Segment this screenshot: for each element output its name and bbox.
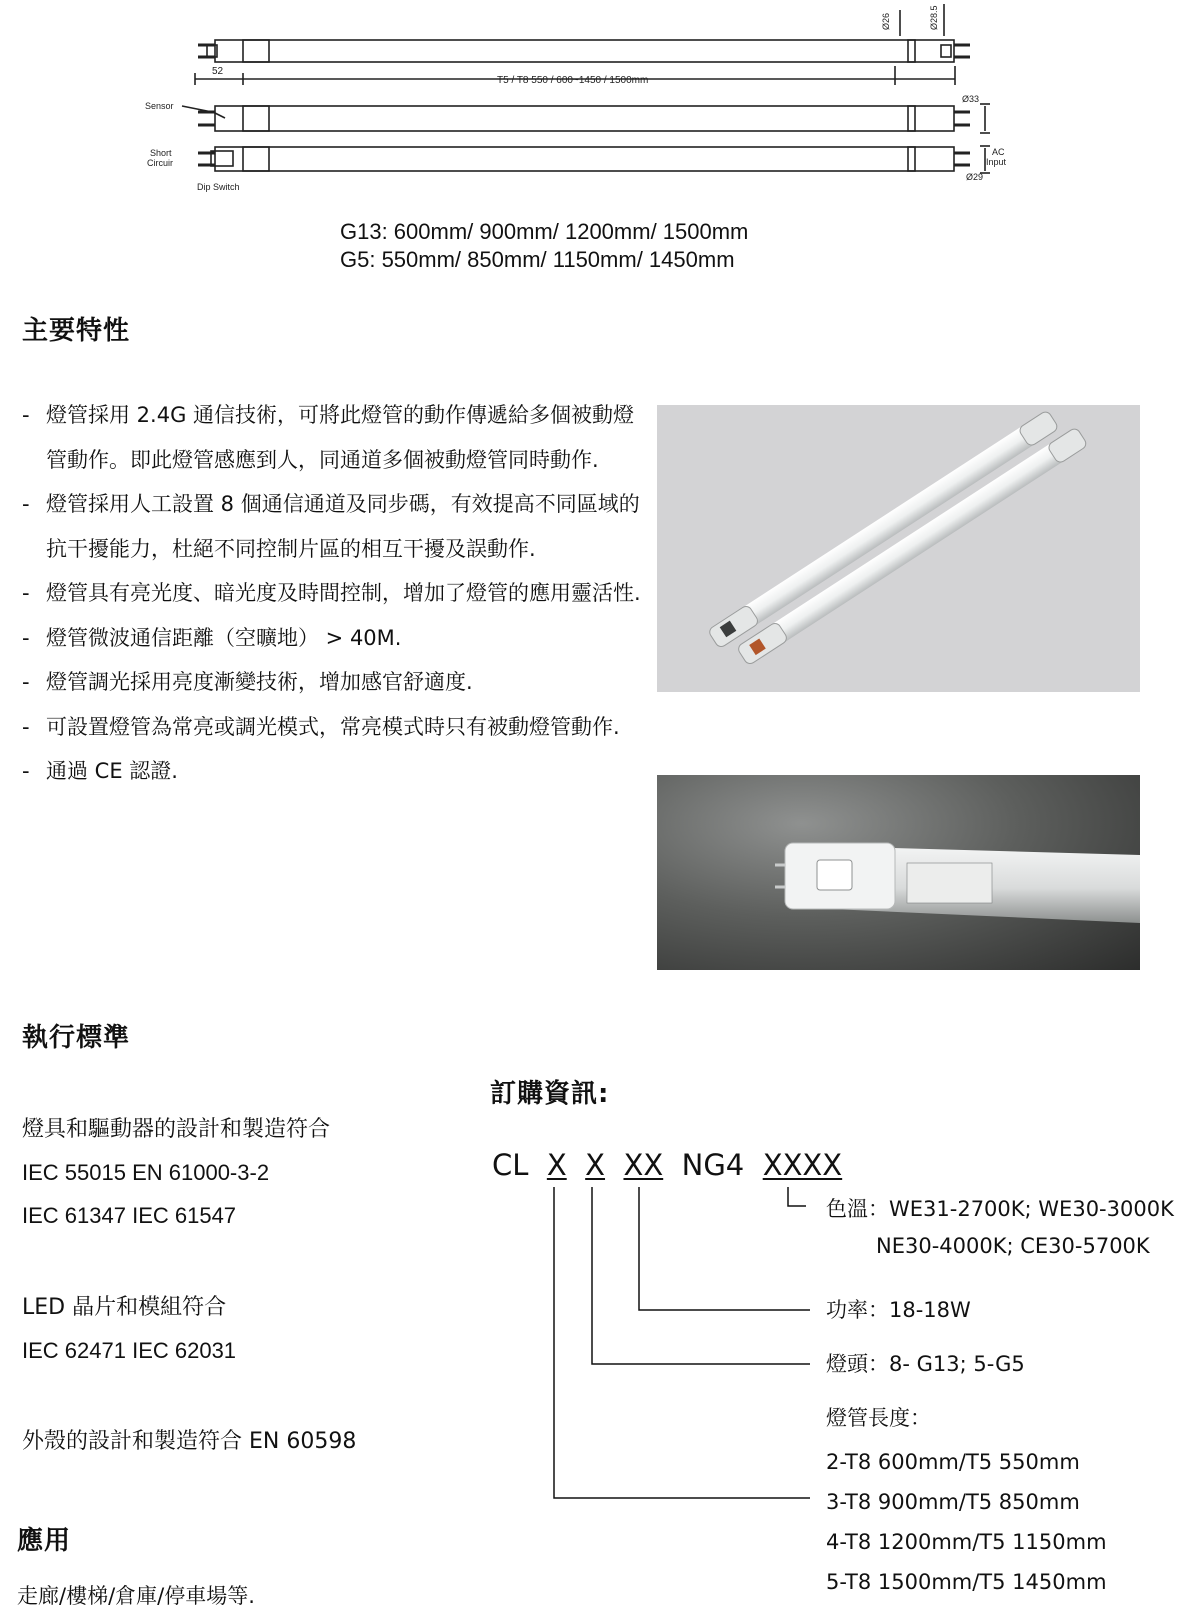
feature-item: - 燈管微波通信距離（空曠地） > 40M. <box>22 625 402 650</box>
dia-33-label: Ø33 <box>962 94 980 104</box>
code-color-temp: XXXX <box>762 1148 843 1182</box>
standard-line: IEC 55015 EN 61000-3-2 <box>22 1160 270 1185</box>
standards-group-3 <box>22 1420 356 1463</box>
length-option: 3-T8 900mm/T5 850mm <box>826 1490 1080 1514</box>
ac-label: AC <box>992 147 1005 157</box>
feature-item: - 燈管具有亮光度、暗光度及時間控制，增加了燈管的應用靈活性. <box>22 581 641 605</box>
g13-lengths: G13: 600mm/ 900mm/ 1200mm/ 1500mm <box>340 219 749 244</box>
tube2-left-cap <box>215 106 269 131</box>
code-prefix: CL <box>492 1148 529 1182</box>
input-label: Input <box>986 157 1007 167</box>
length-title: 燈管長度： <box>826 1406 931 1430</box>
dia-29-label: Ø29 <box>966 172 984 182</box>
application-text: 走廊/樓梯/倉庫/停車場等. <box>17 1584 255 1608</box>
ordering-title: 訂購資訊: <box>490 1079 610 1109</box>
product-photo-closeup <box>657 775 1140 970</box>
standard-line: 外殼的設計和製造符合 EN 60598 <box>22 1429 357 1454</box>
length-option: 2-T8 600mm/T5 550mm <box>826 1450 1080 1474</box>
features-title: 主要特性 <box>22 316 131 346</box>
standards-group-1 <box>22 1108 330 1237</box>
short-label: Short <box>150 148 172 158</box>
power-line: 功率：18-18W <box>826 1298 971 1322</box>
dia-28-5-label: Ø28.5 <box>929 5 939 30</box>
feature-item: - 可設置燈管為常亮或調光模式，常亮模式時只有被動燈管動作. <box>22 714 620 739</box>
tube-dimension-diagram <box>0 0 1200 200</box>
length-option: 5-T8 1500mm/T5 1450mm <box>826 1570 1107 1594</box>
application-title: 應用 <box>17 1526 72 1556</box>
standard-line: IEC 61347 IEC 61547 <box>22 1203 237 1228</box>
tube-length-label: T5 / T8 550 / 600~1450 / 1500mm <box>497 75 649 86</box>
tube2-body <box>243 106 915 131</box>
dia-26-label: Ø26 <box>881 12 891 30</box>
tube1-left-cap <box>215 40 269 62</box>
length-option: 4-T8 1200mm/T5 1150mm <box>826 1530 1107 1554</box>
g5-lengths: G5: 550mm/ 850mm/ 1150mm/ 1450mm <box>340 247 735 272</box>
sensor-label: Sensor <box>145 101 174 111</box>
standard-line: 燈具和驅動器的設計和製造符合 <box>22 1117 331 1142</box>
dim-52-label: 52 <box>212 66 224 77</box>
tube3-body <box>243 147 915 171</box>
standards-title: 執行標準 <box>22 1023 131 1053</box>
tube1-body <box>243 40 915 62</box>
feature-item: - 燈管調光採用亮度漸變技術，增加感官舒適度. <box>22 670 473 694</box>
cap-line: 燈頭：8- G13; 5-G5 <box>826 1352 1025 1376</box>
length-options <box>826 1442 1107 1602</box>
circuir-label: Circuir <box>147 158 173 168</box>
feature-item: - 燈管採用人工設置 8 個通信通道及同步碼，有效提高不同區域的抗干擾能力，杜絕不同控制片區的相互干擾及誤動作. <box>22 492 640 561</box>
code-length: X <box>546 1148 567 1182</box>
code-power: XX <box>623 1148 664 1182</box>
feature-item: - 燈管採用 2.4G 通信技術，可將此燈管的動作傳遞給多個被動燈管動作。即此燈管感應到人，同通道多個被動燈管同時動作. <box>22 403 635 472</box>
code-series: NG4 <box>681 1148 745 1182</box>
color-temp-line-1: 色溫：WE31-2700K; WE30-3000K <box>826 1197 1174 1221</box>
dip-switch-label: Dip Switch <box>197 182 240 192</box>
color-temp-line-2: NE30-4000K; CE30-5700K <box>876 1234 1150 1258</box>
standards-group-2 <box>22 1286 236 1372</box>
feature-item: - 通過 CE 認證. <box>22 759 178 783</box>
standard-line: IEC 62471 IEC 62031 <box>22 1338 237 1363</box>
features-list <box>22 393 647 794</box>
product-photo-two-tubes <box>657 405 1140 692</box>
code-cap: X <box>585 1148 606 1182</box>
order-code <box>492 1148 842 1182</box>
standard-line: LED 晶片和模組符合 <box>22 1295 227 1320</box>
